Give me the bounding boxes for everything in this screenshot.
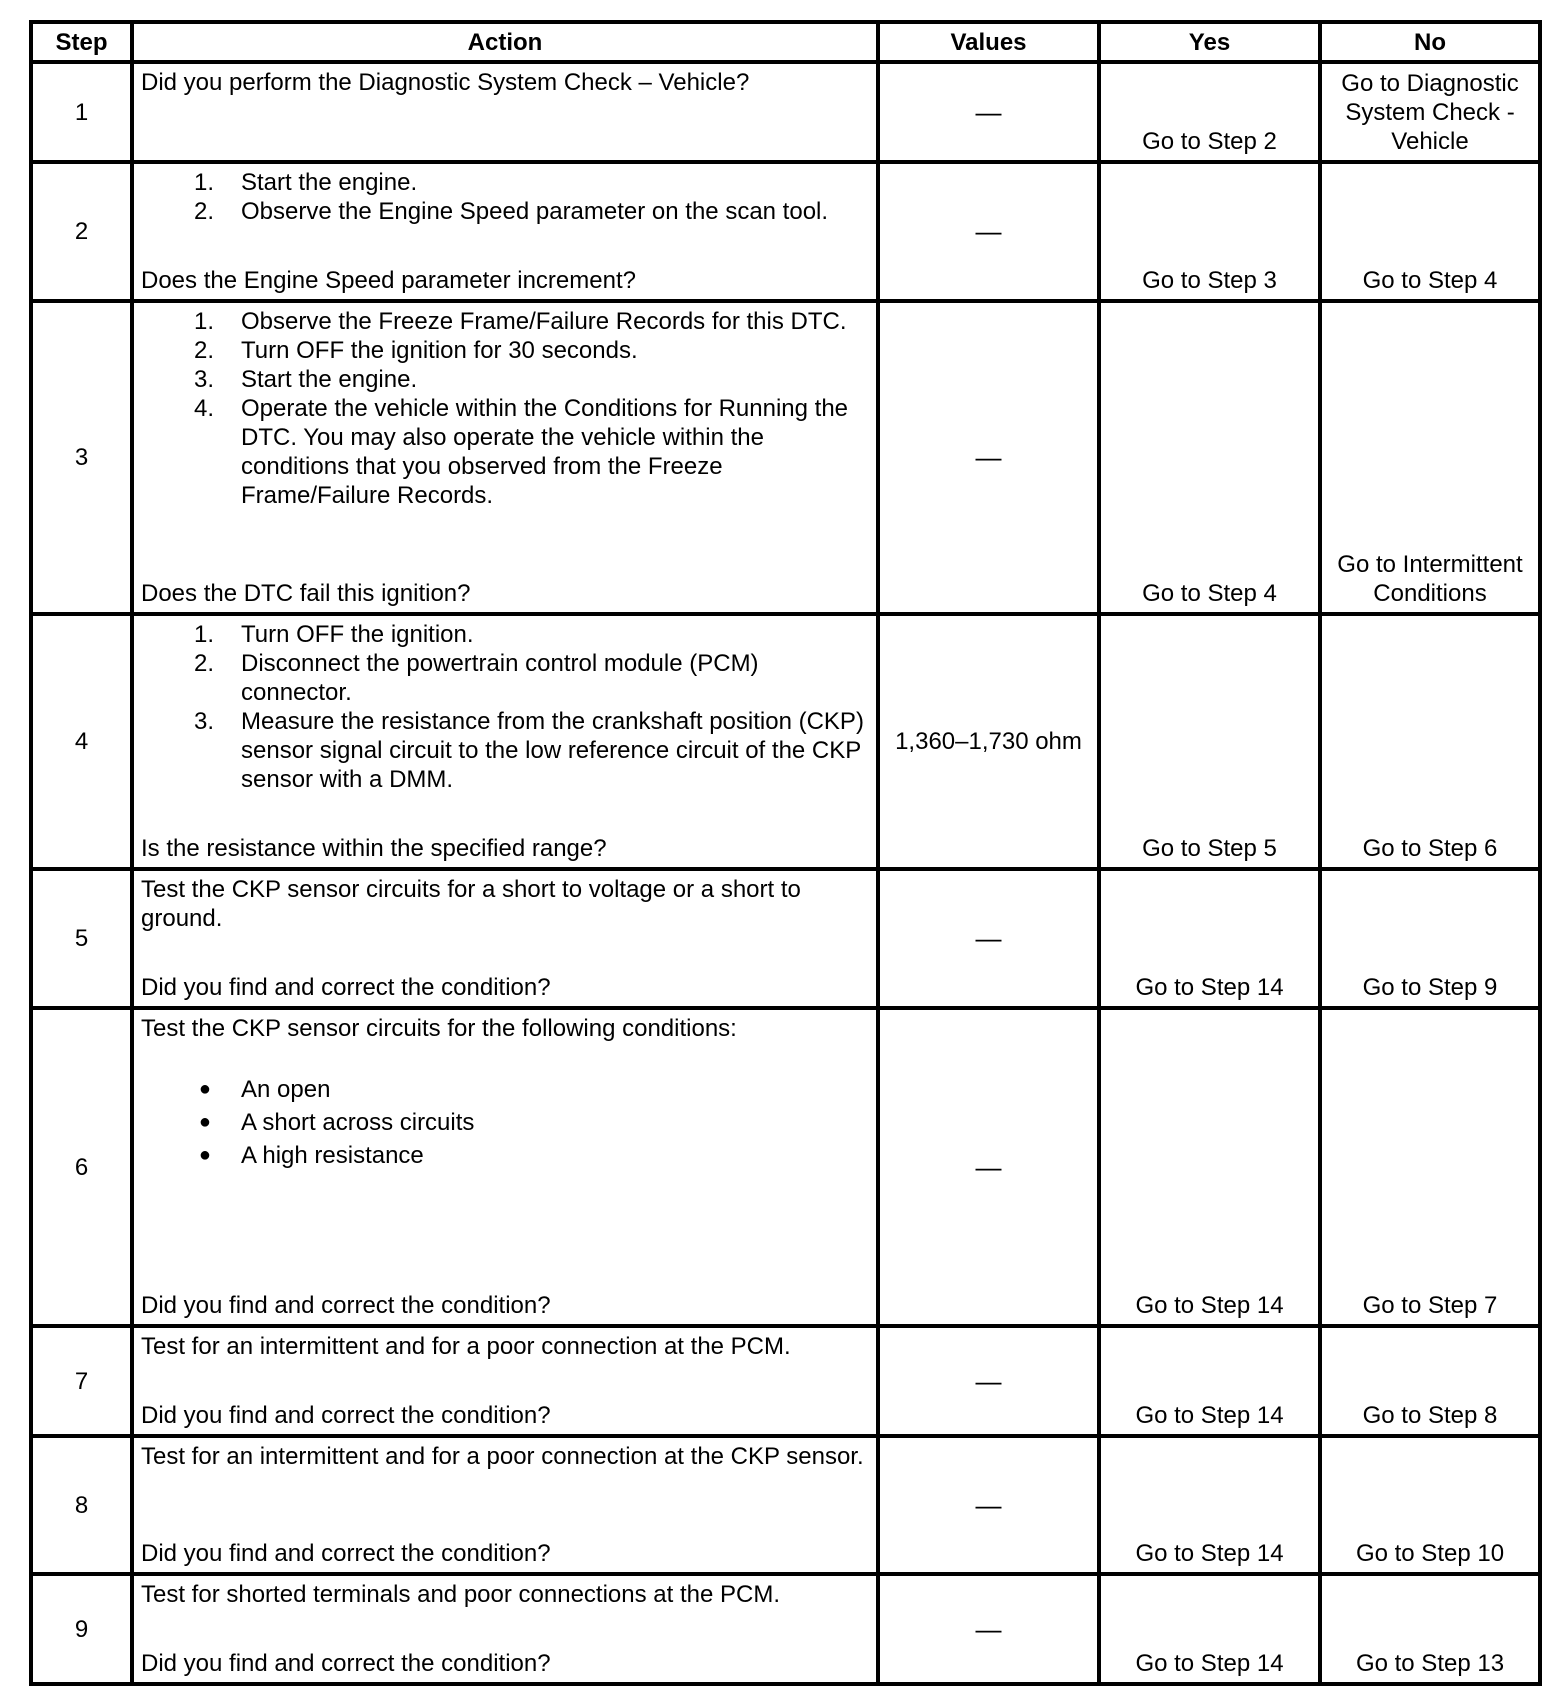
action-list	[141, 307, 868, 510]
no-link[interactable]: Go to Step 6	[1362, 835, 1498, 862]
header-values: Values	[878, 22, 1099, 62]
yes-cell	[1099, 614, 1320, 869]
step-number: 5	[31, 869, 132, 1008]
values-cell: —	[878, 1574, 1099, 1684]
action-intro: Test the CKP sensor circuits for the following conditions:	[141, 1015, 737, 1042]
action-cell	[132, 614, 878, 869]
step-number: 1	[31, 62, 132, 162]
action-question: Did you find and correct the condition?	[141, 1402, 551, 1429]
action-question: Did you find and correct the condition?	[141, 1650, 551, 1677]
no-cell	[1320, 1326, 1540, 1436]
yes-link[interactable]: Go to Step 5	[1142, 835, 1277, 862]
no-link[interactable]: Go to Step 4	[1362, 267, 1498, 294]
no-cell	[1320, 162, 1540, 301]
yes-cell	[1099, 869, 1320, 1008]
yes-cell	[1099, 162, 1320, 301]
yes-cell	[1099, 1436, 1320, 1574]
no-link[interactable]: Go to Step 9	[1362, 974, 1498, 1001]
no-link[interactable]: Go to Step 8	[1362, 1402, 1498, 1429]
action-list	[141, 620, 868, 794]
list-item: 2. Disconnect the powertrain control module (PCM) connector.	[193, 650, 759, 706]
list-item: 1. Observe the Freeze Frame/Failure Records for this DTC.	[193, 308, 847, 335]
action-intro: Test for an intermittent and for a poor connection at the CKP sensor.	[141, 1443, 864, 1470]
list-item: 2. Observe the Engine Speed parameter on the scan tool.	[193, 198, 829, 225]
action-cell	[132, 1574, 878, 1684]
table-row	[31, 162, 1540, 301]
list-item: ● A high resistance	[198, 1142, 424, 1169]
yes-link[interactable]: Go to Step 14	[1135, 1650, 1284, 1677]
list-item: 4. Operate the vehicle within the Conditions for Running the DTC. You may also operate the vehicle within the conditions that you observed from the Freeze Frame/Failure Records.	[193, 395, 849, 509]
list-item: ● A short across circuits	[198, 1109, 475, 1136]
values-cell: 1,360–1,730 ohm	[878, 614, 1099, 869]
step-number: 3	[31, 301, 132, 614]
header-row	[31, 22, 1540, 62]
yes-cell	[1099, 1574, 1320, 1684]
action-intro: Test the CKP sensor circuits for a short to voltage or a short to ground.	[141, 876, 801, 932]
table-row	[31, 869, 1540, 1008]
list-item: 1. Start the engine.	[193, 169, 418, 196]
header-no: No	[1320, 22, 1540, 62]
no-link[interactable]: Go to Step 7	[1362, 1292, 1498, 1319]
yes-link[interactable]: Go to Step 14	[1135, 974, 1284, 1001]
yes-link[interactable]: Go to Step 14	[1135, 1292, 1284, 1319]
table-row	[31, 614, 1540, 869]
no-link[interactable]: Go to Intermittent Conditions	[1337, 551, 1523, 607]
action-cell	[132, 162, 878, 301]
step-number: 9	[31, 1574, 132, 1684]
yes-link[interactable]: Go to Step 14	[1135, 1540, 1284, 1567]
yes-link[interactable]: Go to Step 3	[1142, 267, 1277, 294]
table-row	[31, 62, 1540, 162]
yes-link[interactable]: Go to Step 14	[1135, 1402, 1284, 1429]
yes-link[interactable]: Go to Step 2	[1142, 128, 1277, 155]
step-number: 2	[31, 162, 132, 301]
list-item: 3. Start the engine.	[193, 366, 418, 393]
table-row	[31, 1008, 1540, 1326]
list-item: 3. Measure the resistance from the crankshaft position (CKP) sensor signal circuit to the low reference circuit of the CKP sensor with a DMM.	[193, 708, 864, 793]
values-cell: —	[878, 869, 1099, 1008]
table-row	[31, 1326, 1540, 1436]
no-cell	[1320, 62, 1540, 162]
action-intro: Did you perform the Diagnostic System Check – Vehicle?	[141, 69, 750, 96]
values-cell: —	[878, 62, 1099, 162]
step-number: 8	[31, 1436, 132, 1574]
no-cell	[1320, 614, 1540, 869]
no-link[interactable]: Go to Step 10	[1355, 1540, 1505, 1567]
header-step: Step	[31, 22, 132, 62]
action-list	[141, 168, 868, 226]
yes-link[interactable]: Go to Step 4	[1142, 580, 1277, 607]
values-cell: —	[878, 162, 1099, 301]
action-question: Is the resistance within the specified range?	[141, 835, 607, 862]
action-cell	[132, 1326, 878, 1436]
values-cell: —	[878, 1008, 1099, 1326]
step-number: 4	[31, 614, 132, 869]
no-cell	[1320, 1574, 1540, 1684]
list-item: ● An open	[198, 1076, 331, 1103]
list-item: 2. Turn OFF the ignition for 30 seconds.	[193, 337, 638, 364]
action-cell	[132, 62, 878, 162]
step-number: 6	[31, 1008, 132, 1326]
action-intro: Test for an intermittent and for a poor connection at the PCM.	[141, 1333, 791, 1360]
action-question: Does the DTC fail this ignition?	[141, 580, 471, 607]
step-number: 7	[31, 1326, 132, 1436]
table-row	[31, 301, 1540, 614]
action-cell	[132, 1436, 878, 1574]
diagnostic-table	[29, 20, 1542, 1686]
action-question: Did you find and correct the condition?	[141, 1540, 551, 1567]
condition-list	[141, 1073, 868, 1172]
no-cell	[1320, 869, 1540, 1008]
yes-cell	[1099, 62, 1320, 162]
values-cell: —	[878, 301, 1099, 614]
action-intro: Test for shorted terminals and poor connections at the PCM.	[141, 1581, 780, 1608]
yes-cell	[1099, 301, 1320, 614]
yes-cell	[1099, 1008, 1320, 1326]
table-row	[31, 1574, 1540, 1684]
action-question: Did you find and correct the condition?	[141, 1292, 551, 1319]
no-link[interactable]: Go to Diagnostic System Check - Vehicle	[1341, 70, 1519, 155]
action-question: Did you find and correct the condition?	[141, 974, 551, 1001]
table-row	[31, 1436, 1540, 1574]
no-cell	[1320, 301, 1540, 614]
no-cell	[1320, 1436, 1540, 1574]
no-cell	[1320, 1008, 1540, 1326]
action-cell	[132, 301, 878, 614]
list-item: 1. Turn OFF the ignition.	[193, 621, 474, 648]
values-cell: —	[878, 1326, 1099, 1436]
action-cell	[132, 1008, 878, 1326]
action-cell	[132, 869, 878, 1008]
action-question: Does the Engine Speed parameter increment?	[141, 267, 636, 294]
no-link[interactable]: Go to Step 13	[1355, 1650, 1505, 1677]
header-yes: Yes	[1099, 22, 1320, 62]
values-cell: —	[878, 1436, 1099, 1574]
header-action: Action	[132, 22, 878, 62]
yes-cell	[1099, 1326, 1320, 1436]
